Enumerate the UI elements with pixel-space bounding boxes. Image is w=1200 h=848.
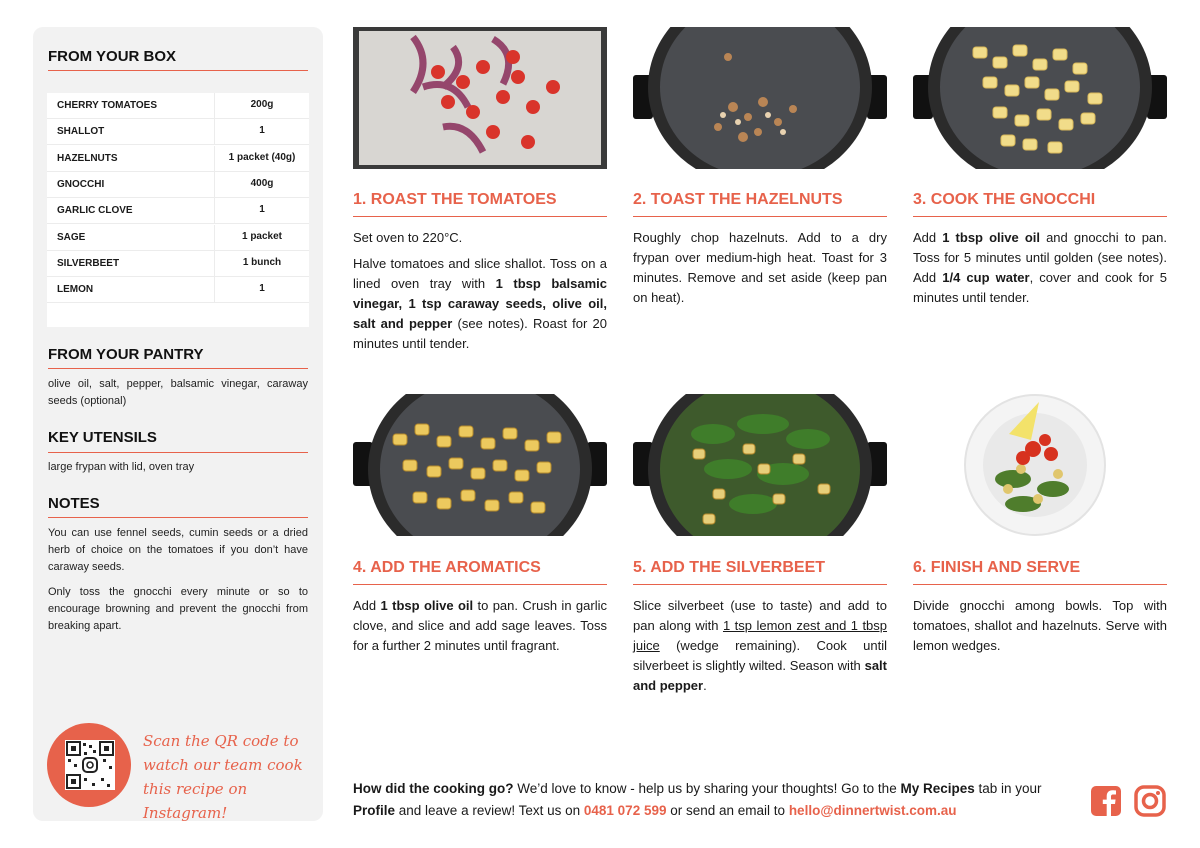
text-segment: 1/4 cup water	[942, 270, 1030, 285]
ingredient-row	[47, 172, 309, 198]
text-segment: We’d love to know - help us by sharing your thoughts! Go to the	[513, 781, 901, 796]
ingredient-quantity: 1 bunch	[242, 256, 282, 268]
text-segment: (see notes). Roast for 20 minutes until tender.	[353, 316, 608, 351]
from-your-pantry-title: FROM YOUR PANTRY	[48, 346, 204, 363]
text-segment: and leave a review! Text us on	[395, 803, 584, 818]
section-divider	[48, 452, 308, 453]
text-segment: 0481 072 599	[583, 803, 667, 818]
ingredient-quantity: 1	[259, 283, 265, 295]
text-segment: .	[703, 678, 707, 693]
section-divider	[48, 517, 308, 518]
step-1-photo	[353, 27, 607, 169]
pantry-text: olive oil, salt, pepper, balsamic vinegar, caraway seeds (optional)	[48, 378, 308, 407]
text-segment: My Recipes	[900, 781, 975, 796]
step-paragraph	[913, 596, 1167, 656]
step-divider	[913, 216, 1167, 217]
notes-title: NOTES	[48, 495, 100, 512]
feedback-text	[353, 778, 1073, 822]
section-divider	[48, 368, 308, 369]
step-paragraph	[353, 228, 607, 248]
ingredient-quantity: 1 packet (40g)	[228, 151, 296, 163]
ingredient-row	[47, 225, 309, 251]
step-paragraph	[633, 596, 887, 696]
text-segment: Add	[353, 598, 381, 613]
step-5-body	[633, 596, 887, 702]
from-your-box-title: FROM YOUR BOX	[48, 48, 177, 65]
step-divider	[913, 584, 1167, 585]
step-paragraph	[913, 228, 1167, 308]
text-segment: 1 tbsp balsamic vinegar, 1 tsp caraway seeds, olive oil, salt and pepper	[353, 276, 607, 331]
text-segment: 1 tbsp olive oil	[380, 598, 474, 613]
qr-instruction-text: Scan the QR code to watch our team cook this recipe on Instagram!	[143, 732, 303, 822]
text-segment: to pan. Crush in garlic clove, and slice and add sage leaves. Toss for a further 2 minutes until fragrant.	[353, 598, 607, 653]
text-segment: Roughly chop hazelnuts. Add to a dry frypan over medium-high heat. Toast for 3 minutes. Remove and set aside (keep pan on heat).	[633, 230, 887, 305]
ingredient-name: LEMON	[57, 284, 94, 296]
ingredient-quantity: 1	[259, 125, 265, 137]
text-segment: Add	[913, 230, 943, 245]
ingredient-row	[47, 251, 309, 277]
note-2: Only toss the gnocchi every minute or so to encourage browning and prevent the gnocchi from breaking apart.	[48, 586, 308, 632]
text-segment: How did the cooking go?	[353, 781, 514, 796]
ingredient-quantity: 400g	[250, 177, 274, 189]
step-6-body	[913, 596, 1167, 662]
text-segment: (wedge remaining). Cook until silverbeet is slightly wilted. Season with	[633, 638, 887, 673]
sidebar	[33, 27, 323, 821]
step-3-body	[913, 228, 1167, 314]
ingredient-row	[47, 93, 309, 119]
text-segment: Slice silverbeet (use to taste) and add to pan along with	[633, 598, 887, 633]
step-5-title: 5. ADD THE SILVERBEET	[633, 559, 826, 576]
step-3-title: 3. COOK THE GNOCCHI	[913, 191, 1096, 208]
step-divider	[353, 216, 607, 217]
ingredient-row	[47, 146, 309, 172]
step-divider	[353, 584, 607, 585]
step-4-photo	[353, 394, 607, 536]
utensils-text: large frypan with lid, oven tray	[48, 461, 195, 473]
box-ingredients-table	[47, 93, 309, 327]
text-segment: 1 tsp lemon zest and 1 tbsp juice	[633, 618, 888, 653]
ingredient-row	[47, 119, 309, 145]
key-utensils-title: KEY UTENSILS	[48, 429, 157, 446]
ingredient-name: CHERRY TOMATOES	[57, 100, 158, 111]
ingredient-name: GARLIC CLOVE	[57, 205, 133, 217]
instagram-icon[interactable]	[1134, 785, 1166, 817]
ingredient-name: SILVERBEET	[57, 257, 120, 269]
step-4-body	[353, 596, 607, 662]
text-segment: Profile	[353, 803, 396, 818]
step-paragraph	[353, 596, 607, 656]
step-6-title: 6. FINISH AND SERVE	[913, 559, 1081, 576]
text-segment: salt and pepper	[633, 658, 887, 693]
step-4-title: 4. ADD THE AROMATICS	[353, 559, 541, 576]
qr-code[interactable]	[65, 740, 115, 790]
step-2-photo	[633, 27, 887, 169]
step-5-photo	[633, 394, 887, 536]
step-divider	[633, 216, 887, 217]
text-segment: and gnocchi to pan. Toss for 5 minutes until golden (see notes). Add	[913, 230, 1168, 285]
text-segment: or send an email to	[666, 803, 789, 818]
ingredient-quantity: 200g	[250, 99, 274, 110]
step-1-body	[353, 228, 607, 360]
step-divider	[633, 584, 887, 585]
step-6-photo	[913, 394, 1167, 536]
text-segment: 1 tbsp olive oil	[942, 230, 1040, 245]
ingredient-name: SHALLOT	[57, 126, 105, 138]
ingredient-name: HAZELNUTS	[57, 152, 118, 164]
ingredient-quantity: 1	[259, 204, 265, 216]
note-1: You can use fennel seeds, cumin seeds or a dried herb of choice on the tomatoes if you don’t have caraway seeds.	[48, 527, 308, 573]
text-segment: hello@dinnertwist.com.au	[788, 803, 957, 818]
text-segment: , cover and cook for 5 minutes until tender.	[913, 270, 1168, 305]
step-paragraph	[353, 254, 607, 354]
qr-badge[interactable]	[47, 723, 131, 807]
section-divider	[48, 70, 308, 71]
text-segment: Divide gnocchi among bowls. Top with tomatoes, shallot and hazelnuts. Serve with lemon wedges.	[913, 598, 1167, 653]
step-2-body	[633, 228, 887, 314]
facebook-icon[interactable]	[1090, 785, 1122, 817]
ingredient-row	[47, 277, 309, 303]
ingredient-quantity: 1 packet	[241, 230, 283, 242]
text-segment: Set oven to 220°C.	[353, 230, 463, 245]
ingredient-name: GNOCCHI	[57, 178, 105, 190]
step-2-title: 2. TOAST THE HAZELNUTS	[633, 191, 843, 208]
ingredient-name: SAGE	[57, 231, 86, 243]
step-1-title: 1. ROAST THE TOMATOES	[353, 191, 557, 208]
ingredient-row	[47, 198, 309, 224]
text-segment: tab in your	[974, 781, 1042, 796]
text-segment: Halve tomatoes and slice shallot. Toss on a lined oven tray with	[353, 256, 607, 291]
step-paragraph	[633, 228, 887, 308]
step-3-photo	[913, 27, 1167, 169]
